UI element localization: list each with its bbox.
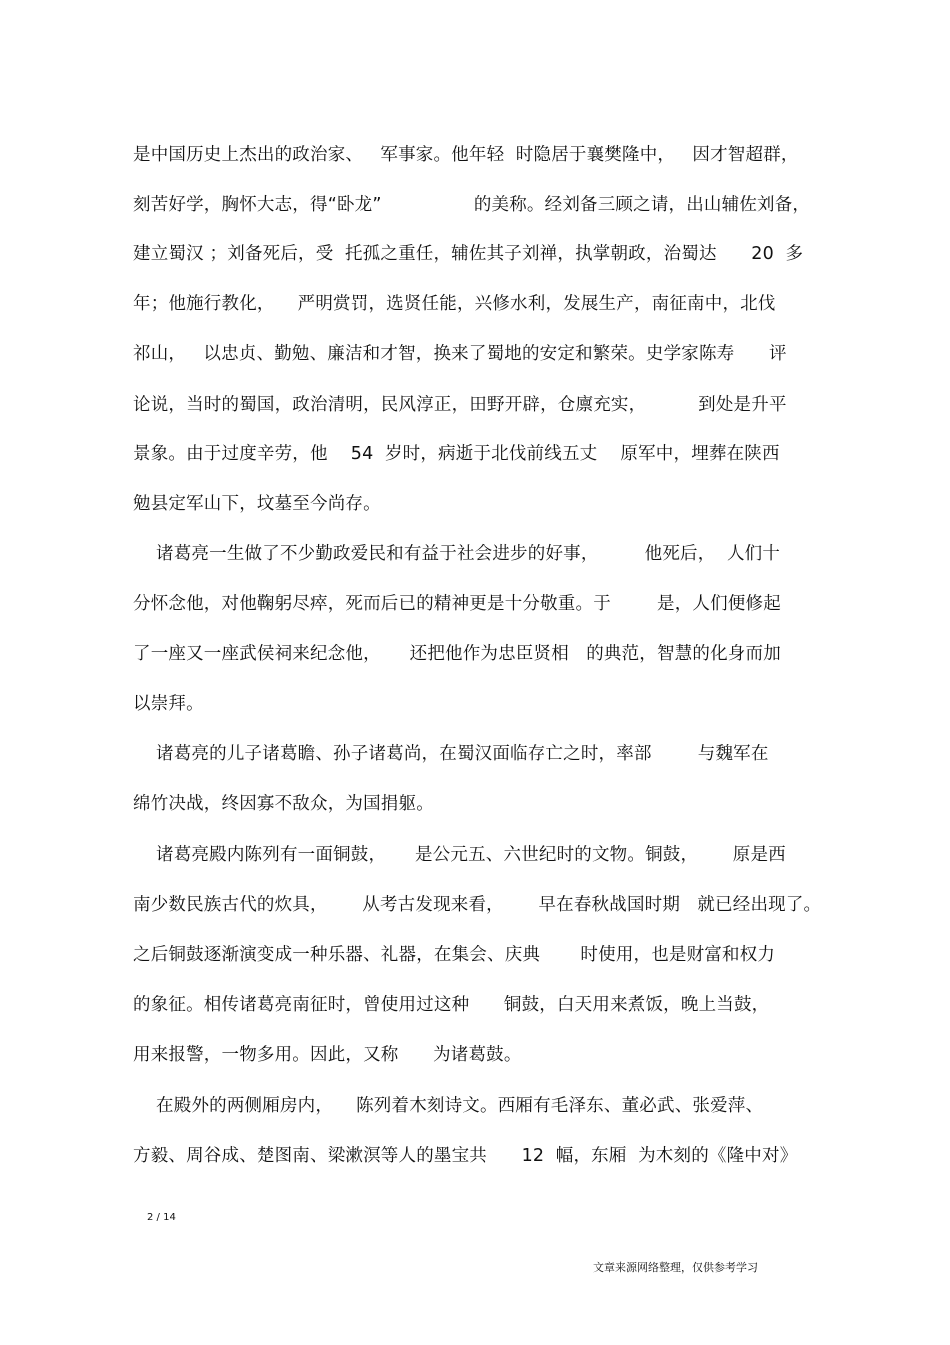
text-line: 用来报警，一物多用。因此，又称 为诸葛鼓。 (133, 1045, 522, 1065)
text-line: 景象。由于过度辛劳，他 54 岁时，病逝于北伐前线五丈 原军中，埋葬在陕西 (133, 444, 780, 464)
text-line: 勉县定军山下，坟墓至今尚存。 (133, 494, 381, 514)
text-line: 分怀念他，对他鞠躬尽瘁，死而后已的精神更是十分敬重。于 是，人们便修起 (133, 594, 781, 614)
text-line: 年；他施行教化， 严明赏罚，选贤任能，兴修水利，发展生产，南征南中，北伐 (133, 294, 776, 314)
text-line: 方毅、周谷成、楚图南、梁漱溟等人的墨宝共 12 幅，东厢 为木刻的《隆中对》 (133, 1146, 798, 1166)
text-line: 绵竹决战，终因寡不敌众，为国捐躯。 (133, 794, 434, 814)
text-line: 祁山， 以忠贞、勤勉、廉洁和才智，换来了蜀地的安定和繁荣。史学家陈寿 评 (133, 344, 787, 364)
text-line: 诸葛亮殿内陈列有一面铜鼓， 是公元五、六世纪时的文物。铜鼓， 原是西 (133, 845, 786, 865)
text-line: 诸葛亮一生做了不少勤政爱民和有益于社会进步的好事， 他死后， 人们十 (133, 544, 781, 564)
text-line: 之后铜鼓逐渐演变成一种乐器、礼器，在集会、庆典 时使用，也是财富和权力 (133, 945, 776, 965)
text-line: 了一座又一座武侯祠来纪念他， 还把他作为忠臣贤相 的典范，智慧的化身而加 (133, 644, 781, 664)
text-line: 刻苦好学，胸怀大志，得“卧龙” 的美称。经刘备三顾之请，出山辅佐刘备， (133, 195, 811, 215)
text-line: 的象征。相传诸葛亮南征时，曾使用过这种 铜鼓，白天用来煮饭，晚上当鼓， (133, 995, 770, 1015)
text-line: 以崇拜。 (133, 694, 204, 714)
text-line: 南少数民族古代的炊具， 从考古发现来看， 早在春秋战国时期 就已经出现了。 (133, 895, 822, 915)
text-line: 诸葛亮的儿子诸葛瞻、孙子诸葛尚，在蜀汉面临存亡之时，率部 与魏军在 (133, 744, 769, 764)
text-line: 建立蜀汉 ；刘备死后，受 托孤之重任，辅佐其子刘禅，执掌朝政，治蜀达 20 多 (133, 244, 804, 264)
text-line: 论说，当时的蜀国，政治清明，民风淳正，田野开辟，仓廪充实， 到处是升平 (133, 395, 787, 415)
text-line: 是中国历史上杰出的政治家、 军事家。他年轻 时隐居于襄樊隆中， 因才智超群， (133, 145, 799, 165)
footer-note: 文章来源网络整理，仅供参考学习 (593, 1261, 758, 1274)
page-number: 2 / 14 (147, 1212, 176, 1223)
text-line: 在殿外的两侧厢房内， 陈列着木刻诗文。西厢有毛泽东、董必武、张爱萍、 (133, 1096, 764, 1116)
